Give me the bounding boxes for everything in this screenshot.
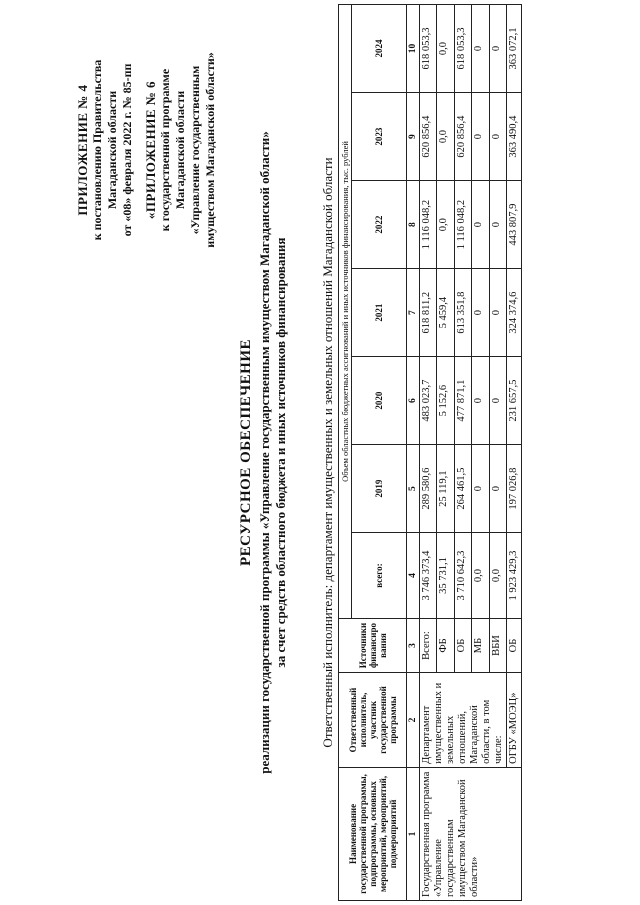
- index-cell: 9: [407, 93, 420, 181]
- value-cell: 0: [489, 445, 506, 533]
- header-executor: Ответственный исполнитель, участник государственной программы: [339, 673, 407, 768]
- value-cell: 0,0: [489, 533, 506, 619]
- appendix-line: к государственной программе: [158, 68, 172, 232]
- source-cell: ВБИ: [489, 618, 506, 672]
- value-cell: 5 459,4: [437, 269, 454, 357]
- value-cell: 618 811,2: [420, 269, 437, 357]
- appendix-line: к постановлению Правительства: [90, 59, 104, 241]
- value-cell: 1 923 429,3: [507, 533, 522, 619]
- header-year: 2020: [352, 357, 407, 445]
- value-cell: 264 461,5: [454, 445, 471, 533]
- index-cell: 3: [407, 618, 420, 672]
- value-cell: 0: [489, 181, 506, 269]
- appendix-line: от «08» февраля 2022 г. № 85-пп: [120, 63, 134, 237]
- source-cell: МБ: [472, 618, 489, 672]
- index-cell: 8: [407, 181, 420, 269]
- value-cell: 0,0: [472, 533, 489, 619]
- table-row: [507, 5, 522, 901]
- index-row: [407, 5, 420, 901]
- document-subtitle-2: за счет средств областного бюджета и иных источников финансирования: [273, 237, 288, 668]
- value-cell: 0: [472, 93, 489, 181]
- table-row: [420, 5, 437, 901]
- value-cell: 0: [472, 269, 489, 357]
- header-year: 2019: [352, 445, 407, 533]
- value-cell: 483 023,7: [420, 357, 437, 445]
- appendix-line: Магаданской области: [173, 90, 187, 210]
- value-cell: 289 580,6: [420, 445, 437, 533]
- index-cell: 7: [407, 269, 420, 357]
- header-year: 2024: [352, 5, 407, 93]
- index-cell: 1: [407, 767, 420, 900]
- value-cell: 620 856,4: [454, 93, 471, 181]
- appendix-header: [75, 35, 218, 265]
- source-cell: ОБ: [507, 618, 522, 672]
- value-cell: 197 026,8: [507, 445, 522, 533]
- document-title: РЕСУРСНОЕ ОБЕСПЕЧЕНИЕ: [238, 338, 254, 567]
- source-cell: ФБ: [437, 618, 454, 672]
- value-cell: 3 710 642,3: [454, 533, 471, 619]
- executor-cell: Департамент имущественных и земельных отношений, Магаданской области, в том числе:: [420, 673, 507, 768]
- resource-table: [338, 4, 522, 901]
- value-cell: 0: [489, 93, 506, 181]
- appendix-line: Магаданской области: [105, 90, 119, 210]
- value-cell: 324 374,6: [507, 269, 522, 357]
- responsible-executor: Ответственный исполнитель: департамент имущественных и земельных отношений Магаданской области: [320, 157, 335, 748]
- source-cell: Всего:: [420, 618, 437, 672]
- program-name-cell: Государственная программа «Управление государственным имуществом Магаданской области»: [420, 767, 522, 900]
- value-cell: 363 490,4: [507, 93, 522, 181]
- value-cell: 0,0: [437, 93, 454, 181]
- value-cell: 0: [472, 181, 489, 269]
- table-header-row: [339, 5, 352, 901]
- header-year: 2022: [352, 181, 407, 269]
- header-year: 2021: [352, 269, 407, 357]
- value-cell: 0: [472, 357, 489, 445]
- value-cell: 0,0: [437, 5, 454, 93]
- header-year: 2023: [352, 93, 407, 181]
- header-source: Источники финансиро вания: [339, 618, 407, 672]
- value-cell: 0: [489, 5, 506, 93]
- source-cell: ОБ: [454, 618, 471, 672]
- index-cell: 10: [407, 5, 420, 93]
- value-cell: 1 116 048,2: [420, 181, 437, 269]
- appendix-title: ПРИЛОЖЕНИЕ № 4: [75, 84, 90, 216]
- index-cell: 4: [407, 533, 420, 619]
- value-cell: 0: [489, 357, 506, 445]
- value-cell: 35 731,1: [437, 533, 454, 619]
- value-cell: 0: [489, 269, 506, 357]
- index-cell: 2: [407, 673, 420, 768]
- value-cell: 3 746 373,4: [420, 533, 437, 619]
- document-subtitle: реализации государственной программы «Управление государственным имуществом Магаданской области»: [257, 131, 272, 774]
- header-name: Наименование государственной программы, подпрограммы, основных мероприятий, мероприятий, подмероприятий: [339, 767, 407, 900]
- appendix-line: имуществом Магаданской области»: [203, 52, 217, 248]
- value-cell: 618 053,3: [420, 5, 437, 93]
- header-total: всего:: [352, 533, 407, 619]
- document-title-block: [238, 0, 289, 905]
- executor-cell: ОГБУ «МОЭЦ»: [507, 673, 522, 768]
- value-cell: 0: [472, 445, 489, 533]
- value-cell: 0,0: [437, 181, 454, 269]
- value-cell: 25 119,1: [437, 445, 454, 533]
- appendix-line: «Управление государственным: [188, 65, 202, 235]
- value-cell: 0: [472, 5, 489, 93]
- value-cell: 477 871,1: [454, 357, 471, 445]
- value-cell: 620 856,4: [420, 93, 437, 181]
- value-cell: 231 657,5: [507, 357, 522, 445]
- value-cell: 618 053,3: [454, 5, 471, 93]
- index-cell: 5: [407, 445, 420, 533]
- header-volume: Объем областных бюджетных ассигнований и иных источников финансирования, тыс. рублей: [339, 5, 352, 619]
- value-cell: 363 072,1: [507, 5, 522, 93]
- value-cell: 613 351,8: [454, 269, 471, 357]
- value-cell: 5 152,6: [437, 357, 454, 445]
- value-cell: 443 807,9: [507, 181, 522, 269]
- value-cell: 1 116 048,2: [454, 181, 471, 269]
- appendix-subtitle: «ПРИЛОЖЕНИЕ № 6: [143, 80, 158, 220]
- index-cell: 6: [407, 357, 420, 445]
